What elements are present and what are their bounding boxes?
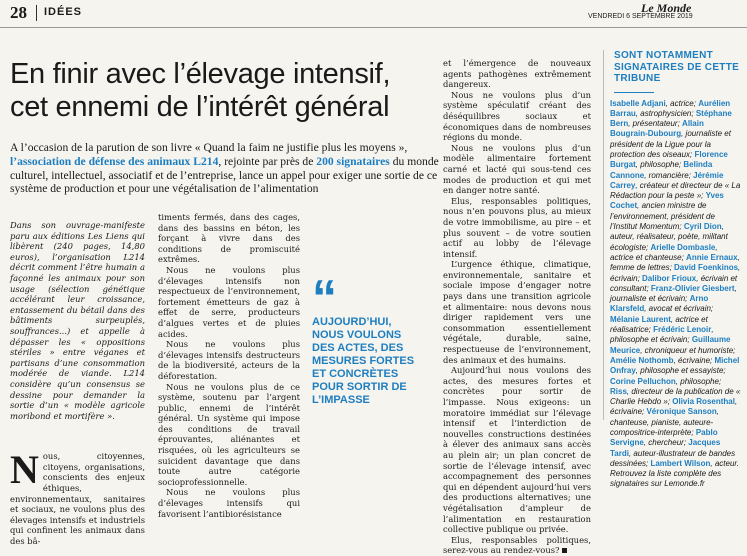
paragraph: Nous ne voulons plus d’élevages intensifs destructeurs de la biodiversité, acteurs de la déforestation. [158,339,300,381]
signatory-name: Florence Burgat [610,149,728,170]
signatories-title: SONT NOTAMMENT SIGNATAIRES DE CETTE TRIBUNE [614,50,740,84]
paragraph: L’urgence éthique, climatique, environnementale, sanitaire et sociale impose d’engager notre pays dans une transition agricole et alimentaire: nous devons nous diriger rapidement vers une consommation essentiellement végétale, durable, saine, respectueuse de l’environnement, des animaux et des humains. [443,259,591,365]
page-number: 28 [10,3,27,22]
pull-quote [312,270,424,407]
signatory-name: Aurélien Barrau [610,98,731,118]
closing-question: Elus, responsables politiques, serez-vous au rendez-vous? [443,534,591,556]
signatory-role: , auteur, réalisateur, poète, militant écologiste; [610,222,728,252]
signatory-name: Amélie Nothomb [610,355,674,365]
standfirst [10,141,442,196]
signatory-role: , femme de lettres; [610,252,740,273]
signatory-role: , astrophysicien; [635,108,696,118]
newspaper-logo: Le Monde [641,1,692,15]
drop-cap: N [10,447,39,493]
standfirst-text-1: A l’occasion de la parution de son livre « Quand la faim ne justifie plus les moyens », [10,141,408,154]
paragraph: Aujourd’hui nous voulons des actes, des mesures fortes et concrètes pour sortir de l’impasse. Nous exigeons: un moratoire immédiat sur l’élevage intensif et l’interdiction de nouvelles constructions destinées à élever des animaux sans accès au plein air; un plan concret de sortie de l’élevage intensif, avec accompagnement des personnes qui en dépendent aujourd’hui vers des productions alternatives; une végétalisation d’ampleur de l’alimentation en restauration collective publique ou privée. [443,365,591,535]
standfirst-text-3: du monde culturel, intellectuel, associatif et de l’entreprise, lance un appel pour exiger une sortie de ce système de production et pour une végétalisation de l’alimentation [10,154,439,196]
signatories-footnote: Retrouvez la liste complète des signataires sur Lemonde.fr [610,469,722,489]
signatory-role: , philosophe et écrivain; [610,325,714,345]
signatory-role: , philosophe; [675,376,722,386]
signatory-name: Riss [610,386,627,396]
book-intro: Dans son ouvrage-manifeste paru aux éditions Les Liens qui libèrent (240 pages, 14,80 euros), l’organisation L214 décrit comment l’être humain a façonné les animaux pour son usage (sélection génétique accélérant leur croissance, entassement du bétail dans des bâtiments surpeuplés, souffrances...) et appelle à dépasser les « oppositions stériles » entre véganes et partisans d’une consommation modérée de viande. L214 considère qu’un consensus se dessine pour demander la sortie d’un « modèle agricole moribond et mortifère ». [10,220,145,421]
signatory-role: , chroniqueur et humoriste; [640,345,736,355]
paragraph: Nous ne voulons plus d’élevages intensifs qui favorisent l’antibiorésistance [158,487,300,519]
section-label: IDÉES [44,6,83,18]
signatory-name: Pablo Servigne [610,428,718,448]
signatory-name: Jérémie Carrey [610,170,724,190]
signatory-name: Frédéric Lenoir [653,325,712,335]
paragraph: Elus, responsables politiques, nous n’en pouvons plus, au mieux de votre immobilisme, au pire – et plus souvent – de votre soutien actif au lobby de l’élevage intensif. [443,195,591,259]
signatory-role: , philosophe et essayiste; [635,366,726,376]
opening-paragraph: ous, citoyennes, citoyens, organisations, conscients des enjeux éthiques, environnementaux, sanitaires et sociaux, ne voulons plus des élevages intensifs et industriels qui confinent les animaux dans des bâ- [10,451,145,547]
signatory-role: , actrice; [665,98,699,108]
signatory-name: Franz-Olivier Giesbert [650,283,735,293]
signatory-role: , actrice et chanteuse; [610,242,718,262]
signatory-name: Lambert Wilson [650,458,711,468]
standfirst-signatory-count: 200 signataires [316,154,390,168]
signatory-name: Arielle Dombasle [650,242,716,252]
headline [10,58,440,124]
signatory-role: , romancière; [644,170,694,180]
signatory-role: , avocat et écrivain; [644,304,714,314]
article-opening [10,447,145,547]
signatory-role: , écrivaine; [673,355,715,365]
standfirst-text-2: , rejointe par près de [218,154,317,168]
signatory-role: , acteur. [710,458,740,468]
article-column-2 [158,212,300,519]
signatory-role: , ancien ministre de l’environnement, président de l’Institut Momentum; [610,201,715,232]
signatory-name: Olivia Rosenthal [672,397,735,407]
signatory-name: Mélanie Laurent [610,314,671,324]
signatory-name: Jacques Tardi [610,438,721,458]
paragraph: Nous ne voulons plus d’un modèle alimentaire fortement carné et lacté qui sous-tend ces modes de production et qui met en danger notre santé. [443,142,591,196]
signatory-name: David Foenkinos [674,263,739,273]
signatory-name: Isabelle Adjani [610,98,666,108]
signatory-role: , écrivaine; [610,397,738,417]
signatory-role: , présentateur; [628,119,683,129]
signatory-role: , philosophe; [635,160,684,170]
headline-line-2: cet ennemi de l’intérêt général [10,91,390,123]
signatory-name: Yves Cochet [610,191,724,211]
signatory-role: , créateur et directeur de « La Rédaction pour la peste »; [610,180,741,201]
signatory-name: Belinda Cannone [610,160,713,180]
signatory-role: , directeur de la publication de « Charlie Hebdo »; [610,386,741,407]
signatory-role: , journaliste et président de la Ligue pour la protection des oiseaux; [610,129,731,159]
signatory-name: Guillaume Meurice [610,335,731,355]
closing-paragraph [443,535,591,556]
signatory-role: , journaliste et écrivain; [610,283,737,304]
header-rule [0,27,747,28]
signatory-role: , actrice et réalisatrice; [610,314,708,335]
headline-line-1: En finir avec l’élevage intensif, [10,58,391,90]
end-mark-icon [562,548,567,553]
signatory-name: Annie Ernaux [686,252,738,262]
signatory-name: Stéphane Bern [610,108,732,129]
signatory-name: Corine Pelluchon [610,376,676,386]
article-column-1 [10,220,145,547]
paragraph: Nous ne voulons plus d’un système spéculatif créant des déséquilibres sociaux et économiques dans de nombreuses régions du monde. [443,89,591,143]
paragraph: Nous ne voulons plus de ce système, soutenu par l’argent public, ennemi de l’intérêt général. Un système qui impose des conditions de travail éprouvantes, aliénantes et risquées, où les agriculteurs se suicident davantage que dans toute autre catégorie socioprofessionnelle. [158,381,300,487]
signatories-list [610,99,741,470]
standfirst-organisation: l’association de défense des animaux L214 [10,154,219,168]
signatories-box [603,50,741,489]
signatory-name: Arno Klarsfeld [610,294,709,314]
signatory-name: Véronique Sanson [646,407,717,417]
paragraph: timents fermés, dans des cages, dans des bassins en béton, les forçant à vivre dans des conditions de promiscuité extrêmes. [158,212,300,265]
header-divider [36,5,37,21]
article-column-3 [443,58,591,556]
signatory-name: Dalibor Frioux [642,273,697,283]
signatory-role: , écrivain; [610,263,741,283]
signatory-role: , chanteuse, pianiste, auteure-compositrice-interprète; [610,407,719,437]
signatory-name: Michel Onfray [610,355,740,376]
paragraph: et l’émergence de nouveaux agents pathogènes extrêmement dangereux. [443,58,591,90]
title-rule [614,92,654,93]
signatory-role: , chercheur; [643,438,689,448]
signatory-role: , écrivain et consultant; [610,273,738,293]
signatory-role: , auteur-illustrateur de bandes dessinées; [610,448,736,468]
signatory-name: Allain Bougrain-Dubourg [610,119,704,139]
paragraph: Nous ne voulons plus d’élevages intensifs non respectueux de l’environnement, fortement émetteurs de gaz à effet de serre, producteurs d’algues vertes et de pluies acides. [158,264,300,339]
quote-mark-icon: “ [312,270,337,326]
issue-date: VENDREDI 6 SEPTEMBRE 2019 [588,13,693,20]
pull-quote-text: AUJOURD’HUI, NOUS VOULONS DES ACTES, DES MESURES FORTES ET CONCRÈTES POUR SORTIR DE L’IMPASSE [312,316,415,406]
signatory-name: Cyril Dion [683,222,722,232]
